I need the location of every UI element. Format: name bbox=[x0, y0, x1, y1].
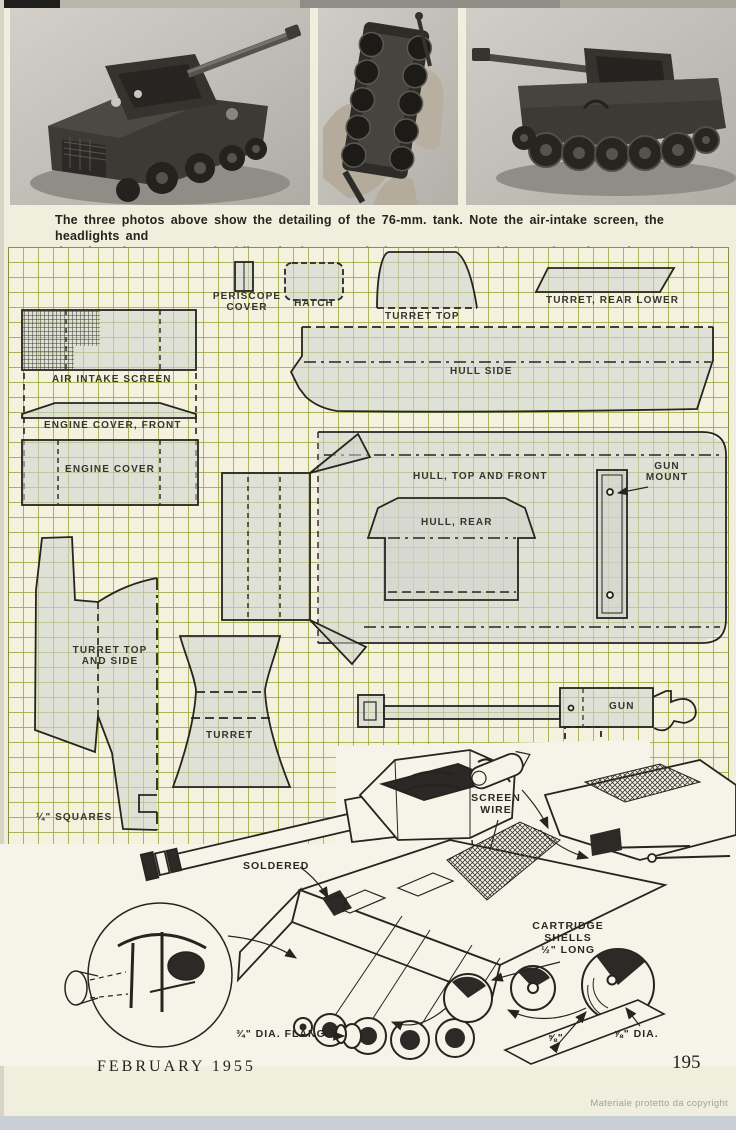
piece-engine-cover-front bbox=[22, 403, 196, 418]
scan-bottom-edge bbox=[0, 1116, 736, 1130]
photo-tank-front-view bbox=[10, 8, 310, 205]
label-flange: ¾" DIA. FLANGE bbox=[236, 1028, 334, 1040]
photo-strip bbox=[10, 8, 736, 205]
piece-gun bbox=[358, 688, 696, 747]
copyright-watermark: Materiale protetto da copyright bbox=[590, 1098, 728, 1109]
label-turret: TURRET bbox=[206, 730, 254, 741]
label-soldered: SOLDERED bbox=[243, 860, 310, 872]
label-gun: GUN bbox=[609, 701, 635, 712]
footer-issue-date: FEBRUARY 1955 bbox=[97, 1058, 256, 1075]
label-screen-wire: SCREEN WIRE bbox=[471, 792, 521, 816]
photo-tank-side-view bbox=[466, 8, 736, 205]
piece-hatch bbox=[285, 263, 343, 300]
label-hull-rear: HULL, REAR bbox=[421, 517, 493, 528]
label-quarter-inch-squares: ¼" SQUARES bbox=[36, 812, 113, 823]
label-engine-cover: ENGINE COVER bbox=[65, 464, 155, 475]
label-turret-rear-lower: TURRET, REAR LOWER bbox=[546, 295, 680, 306]
caption-line-1: The three photos above show the detailing of the 76-mm. tank. Note the air-intake screen, the headlights and bbox=[55, 213, 664, 243]
assembly-diagram bbox=[0, 740, 736, 1066]
label-cartridge-shells: CARTRIDGE SHELLS ½" LONG bbox=[532, 920, 604, 956]
piece-periscope-cover bbox=[235, 262, 253, 291]
label-air-intake-screen: AIR INTAKE SCREEN bbox=[52, 374, 172, 385]
label-gun-mount: GUN MOUNT bbox=[645, 461, 689, 483]
label-hull-side: HULL SIDE bbox=[450, 366, 513, 377]
label-turret-top-and-side: TURRET TOP AND SIDE bbox=[72, 645, 148, 667]
scan-top-edge bbox=[0, 0, 736, 8]
label-hull-top-and-front: HULL, TOP AND FRONT bbox=[413, 471, 548, 482]
label-width-dim: ⅝" bbox=[548, 1032, 564, 1044]
label-hatch: HATCH bbox=[294, 298, 334, 309]
label-periscope-cover: PERISCOPE COVER bbox=[212, 291, 282, 313]
piece-turret-top bbox=[377, 252, 477, 308]
label-diameter-dim: ⅞" DIA. bbox=[614, 1028, 659, 1040]
footer-page-number: 195 bbox=[672, 1052, 701, 1073]
photo-track-assembly bbox=[318, 8, 458, 205]
piece-turret-rear-lower bbox=[536, 268, 674, 292]
label-engine-cover-front: ENGINE COVER, FRONT bbox=[44, 420, 182, 431]
piece-hull-rear bbox=[368, 498, 535, 600]
label-turret-top: TURRET TOP bbox=[385, 311, 460, 322]
